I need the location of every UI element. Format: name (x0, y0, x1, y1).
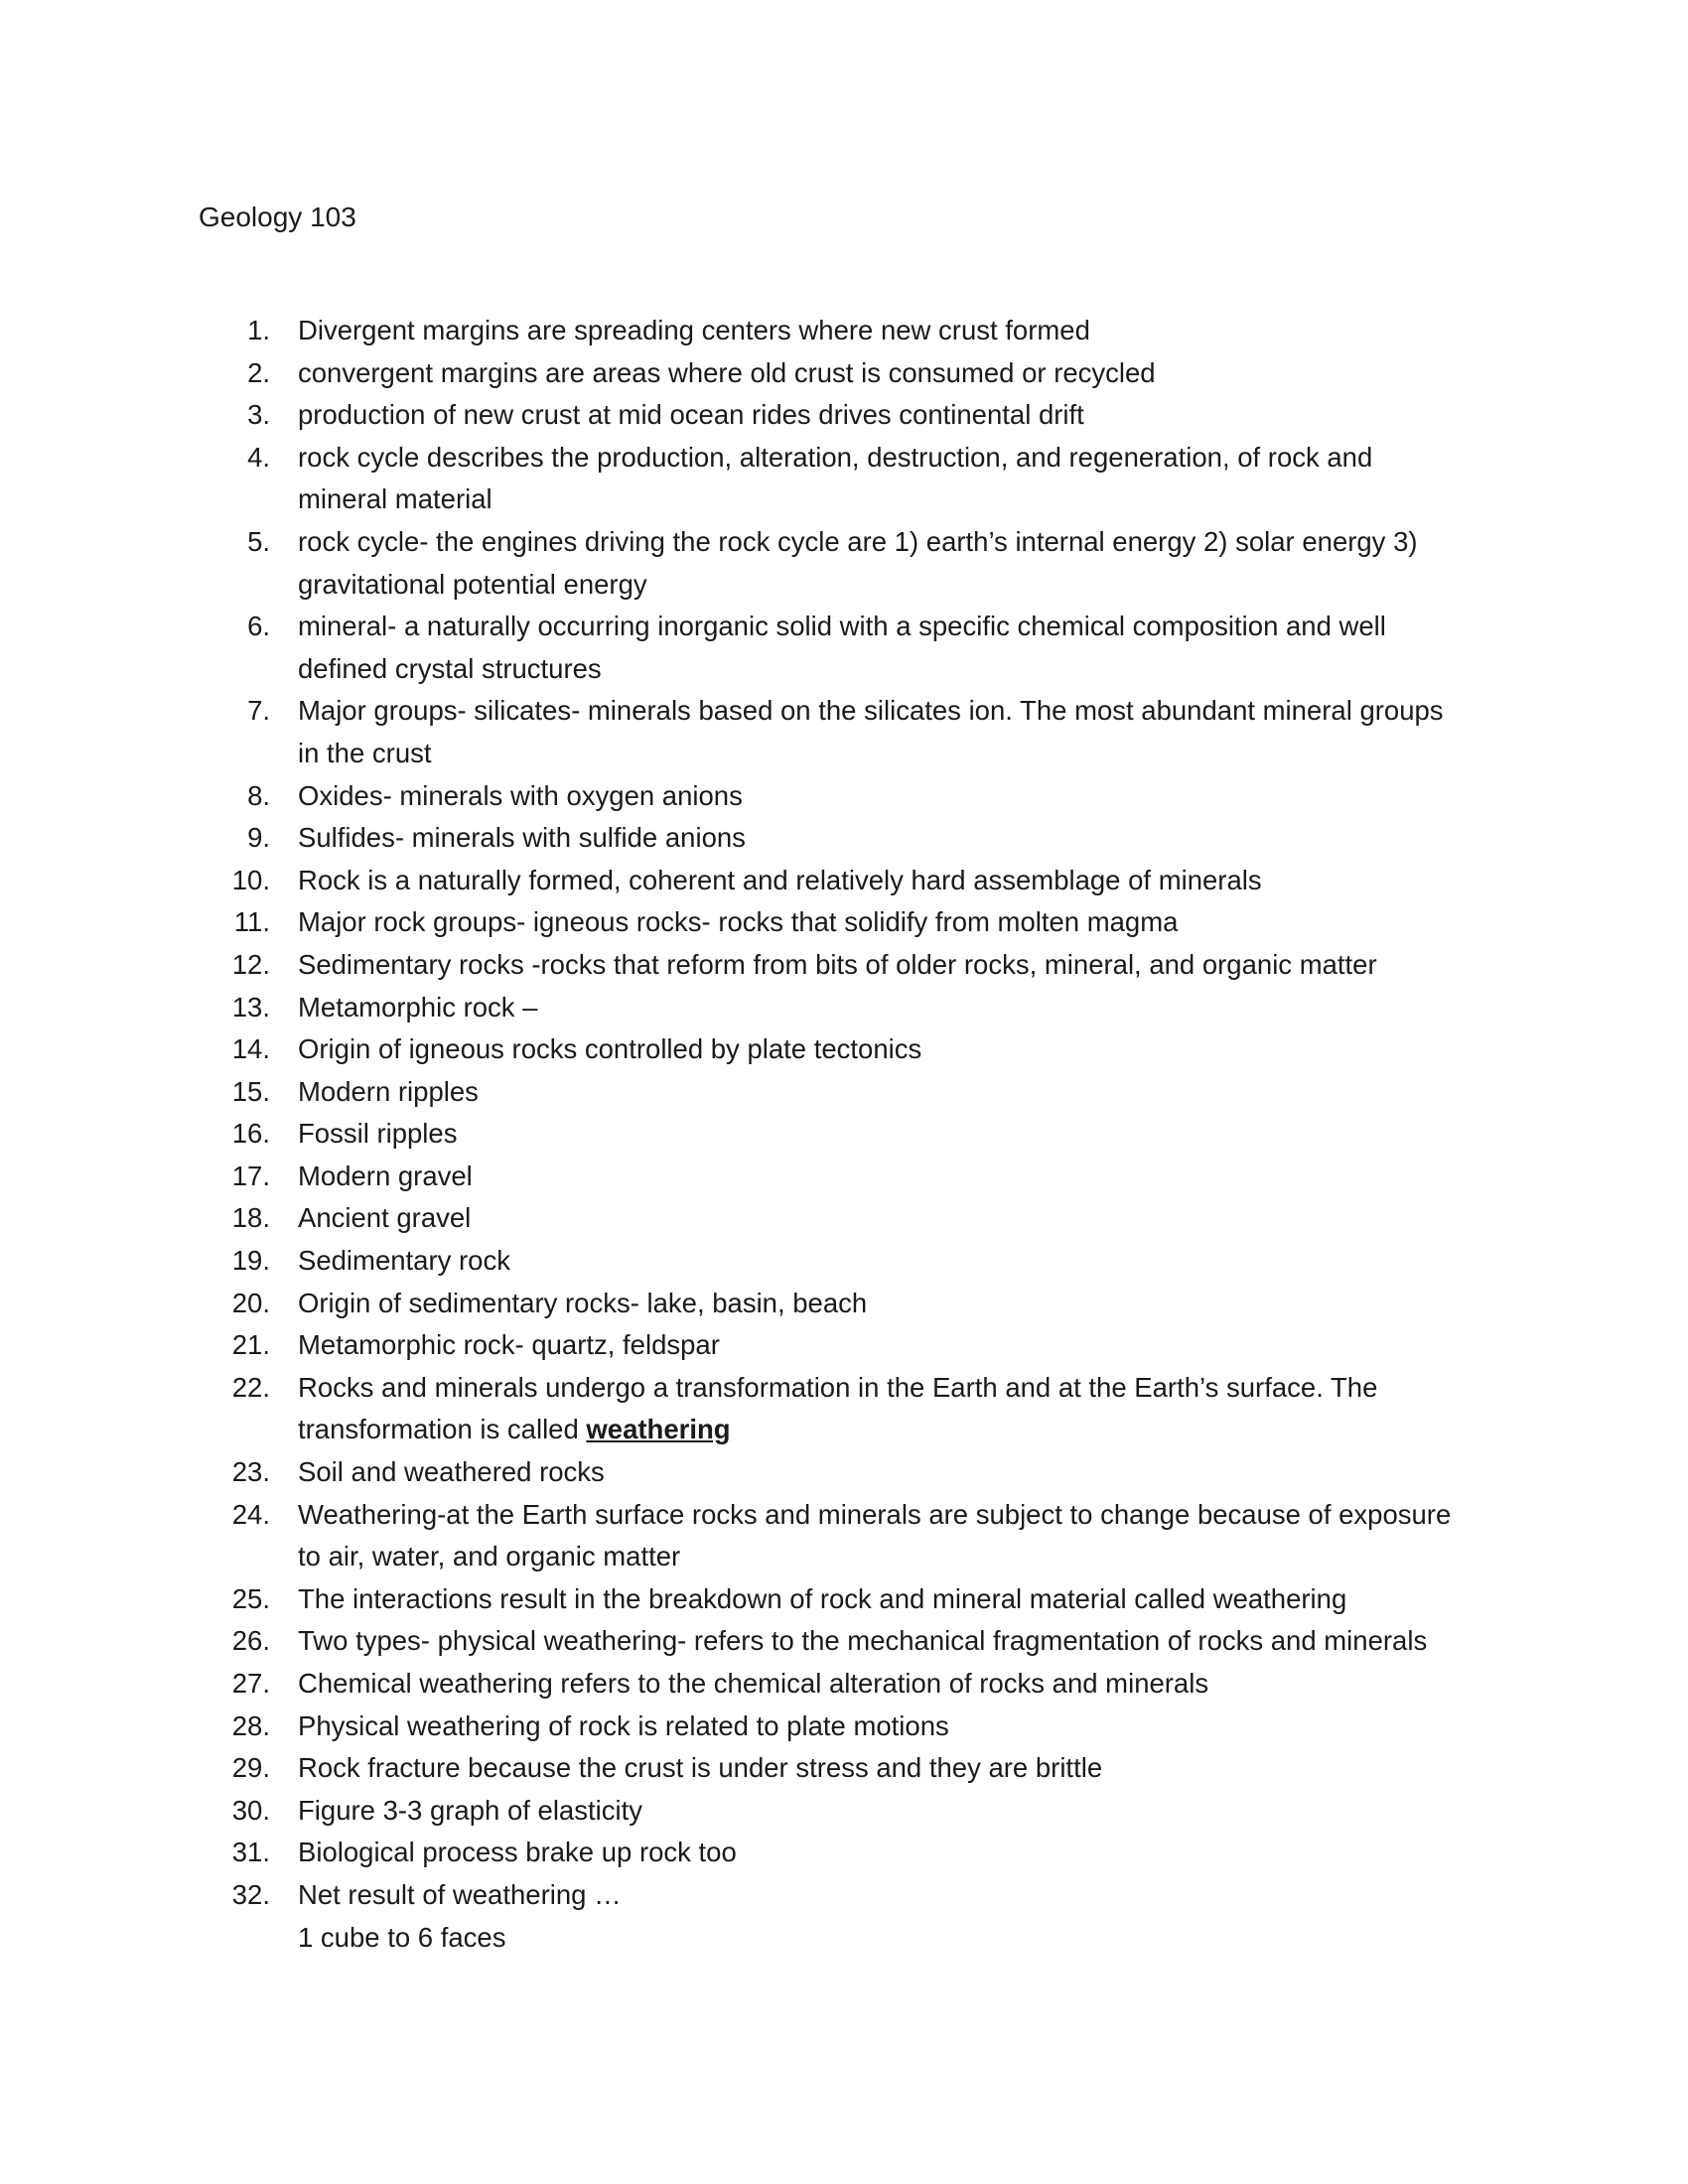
list-item-body: Sedimentary rocks -rocks that reform from bits of older rocks, mineral, and organic matter (298, 948, 1377, 980)
list-item-text (298, 1240, 1470, 1283)
list-item-body: Modern ripples (298, 1075, 479, 1107)
list-item-text (298, 1156, 1470, 1198)
list-item-body: Biological process brake up rock too (298, 1837, 737, 1868)
list-item-number-label: 8. (247, 779, 270, 811)
list-item-number-label: 27. (231, 1668, 270, 1699)
list-item-text (298, 1113, 1470, 1156)
list-item (0, 1663, 1688, 1706)
list-item-text (298, 1494, 1470, 1578)
list-item (0, 606, 1688, 690)
list-item-number-label: 31. (231, 1837, 270, 1868)
list-item (0, 901, 1688, 944)
list-item-text (298, 606, 1470, 690)
list-item (0, 437, 1688, 521)
list-item-text (298, 1790, 1470, 1833)
list-item-number-label: 24. (231, 1498, 270, 1530)
list-item-text (298, 1706, 1470, 1748)
list-item-number-label: 15. (231, 1075, 270, 1107)
list-item (0, 1113, 1688, 1156)
list-item (0, 775, 1688, 818)
list-item (0, 394, 1688, 437)
list-item (0, 1156, 1688, 1198)
list-item-body: Chemical weathering refers to the chemical alteration of rocks and minerals (298, 1668, 1209, 1699)
list-item (0, 1367, 1688, 1451)
list-item-emphasis: weathering (586, 1414, 731, 1445)
list-item-number-label: 7. (247, 695, 270, 727)
notes-list (0, 310, 1688, 1959)
list-item-body: Rock is a naturally formed, coherent and relatively hard assemblage of minerals (298, 864, 1262, 895)
list-item (0, 1324, 1688, 1367)
list-item-body: Ancient gravel (298, 1202, 472, 1234)
list-item-text (298, 1283, 1470, 1325)
list-item-text (298, 1832, 1470, 1874)
list-item-body: mineral- a naturally occurring inorganic solid with a specific chemical composition and well defined crystal structures (298, 611, 1386, 684)
list-item (0, 1494, 1688, 1578)
list-item-number-label: 14. (231, 1033, 270, 1065)
list-item-text (298, 1071, 1470, 1114)
list-item (0, 1874, 1688, 1959)
list-item-number-label: 3. (247, 399, 270, 431)
list-item-number-label: 21. (231, 1329, 270, 1361)
list-item-number-label: 19. (231, 1245, 270, 1277)
list-item-body: Origin of sedimentary rocks- lake, basin, beach (298, 1287, 868, 1318)
list-item-body: Net result of weathering … (298, 1878, 622, 1910)
list-item-number-label: 1. (247, 315, 270, 345)
list-item (0, 1028, 1688, 1071)
list-item-body: Fossil ripples (298, 1118, 458, 1150)
list-item-text (298, 394, 1470, 437)
list-item (0, 1706, 1688, 1748)
list-item-text (298, 860, 1470, 902)
list-item-body: Rocks and minerals undergo a transformation in the Earth and at the Earth’s surface. The transformation is called (298, 1371, 1378, 1445)
list-item (0, 1451, 1688, 1494)
list-item-text (298, 1367, 1470, 1451)
list-item-text (298, 944, 1470, 987)
list-item-body: Divergent margins are spreading centers where new crust formed (298, 315, 1090, 345)
list-item-number-label: 26. (231, 1625, 270, 1657)
list-item-body: Figure 3-3 graph of elasticity (298, 1794, 642, 1826)
list-item-text (298, 1028, 1470, 1071)
list-item (0, 521, 1688, 606)
list-item-number-label: 12. (231, 948, 270, 980)
list-item (0, 1240, 1688, 1283)
list-item-body: Physical weathering of rock is related to plate motions (298, 1709, 949, 1741)
list-item-body: Major rock groups- igneous rocks- rocks that solidify from molten magma (298, 906, 1179, 938)
list-item (0, 310, 1688, 352)
list-item-body: production of new crust at mid ocean rides drives continental drift (298, 399, 1084, 431)
list-item (0, 1620, 1688, 1663)
list-item-body: Soil and weathered rocks (298, 1456, 605, 1488)
list-item (0, 817, 1688, 860)
list-item-number-label: 25. (231, 1582, 270, 1614)
list-item (0, 944, 1688, 987)
list-item-text (298, 1747, 1470, 1790)
list-item-body: The interactions result in the breakdown of rock and mineral material called weathering (298, 1582, 1347, 1614)
list-item-number-label: 6. (247, 611, 270, 642)
list-item (0, 860, 1688, 902)
list-item-number-label: 5. (247, 525, 270, 557)
list-item-text (298, 901, 1470, 944)
list-item-text (298, 310, 1470, 352)
list-item-number-label: 22. (231, 1371, 270, 1403)
list-item-number-label: 10. (231, 864, 270, 895)
list-item-number-label: 23. (231, 1456, 270, 1488)
list-item (0, 1283, 1688, 1325)
list-item-body: Major groups- silicates- minerals based on the silicates ion. The most abundant mineral groups in the crust (298, 695, 1444, 768)
list-item (0, 1790, 1688, 1833)
list-item (0, 352, 1688, 395)
list-item (0, 1071, 1688, 1114)
list-item-text (298, 352, 1470, 395)
list-item (0, 1747, 1688, 1790)
list-item-text (298, 1324, 1470, 1367)
list-item-text (298, 987, 1470, 1029)
list-item-continuation: 1 cube to 6 faces (298, 1921, 506, 1953)
list-item-body: Sulfides- minerals with sulfide anions (298, 822, 746, 854)
list-item-body: Sedimentary rock (298, 1245, 510, 1277)
list-item-body: rock cycle- the engines driving the rock cycle are 1) earth’s internal energy 2) solar energy 3) gravitational potential energy (298, 525, 1418, 600)
list-item-number-label: 16. (231, 1118, 270, 1150)
list-item-body: convergent margins are areas where old crust is consumed or recycled (298, 356, 1156, 388)
list-item-number-label: 32. (231, 1878, 270, 1910)
list-item-number-label: 28. (231, 1709, 270, 1741)
list-item-body: Origin of igneous rocks controlled by plate tectonics (298, 1033, 922, 1065)
list-item-body: Oxides- minerals with oxygen anions (298, 779, 743, 811)
list-item-body: Metamorphic rock – (298, 991, 538, 1023)
list-item (0, 1578, 1688, 1621)
list-item-number-label: 13. (231, 991, 270, 1023)
list-item-number-label: 20. (231, 1287, 270, 1318)
list-item-number-label: 30. (231, 1794, 270, 1826)
list-item-body: rock cycle describes the production, alteration, destruction, and regeneration, of rock and mineral material (298, 441, 1373, 515)
list-item-body: Rock fracture because the crust is under stress and they are brittle (298, 1752, 1103, 1784)
list-item-text (298, 1578, 1470, 1621)
list-item-body: Weathering-at the Earth surface rocks and minerals are subject to change because of exposure to air, water, and organic matter (298, 1498, 1452, 1572)
list-item-number-label: 18. (231, 1202, 270, 1234)
document-title: Geology 103 (199, 202, 356, 232)
list-item-text (298, 817, 1470, 860)
list-item-text (298, 775, 1470, 818)
list-item-text (298, 690, 1470, 774)
list-item-body: Two types- physical weathering- refers to the mechanical fragmentation of rocks and minerals (298, 1625, 1428, 1657)
list-item (0, 690, 1688, 774)
list-item-text (298, 437, 1470, 521)
list-item-text (298, 1451, 1470, 1494)
list-item (0, 987, 1688, 1029)
list-item-text (298, 1620, 1470, 1663)
list-item-text (298, 1197, 1470, 1240)
list-item-number-label: 29. (231, 1752, 270, 1784)
list-item-text (298, 1874, 1470, 1917)
list-item-body: Metamorphic rock- quartz, feldspar (298, 1329, 720, 1361)
list-item-number-label: 11. (233, 906, 270, 938)
list-item-number-label: 17. (231, 1160, 270, 1191)
list-item-number-label: 9. (247, 822, 270, 854)
list-item-number-label: 2. (247, 356, 270, 388)
list-item-number-label: 4. (247, 441, 270, 473)
list-item (0, 1197, 1688, 1240)
list-item-text (298, 521, 1470, 606)
list-item (0, 1832, 1688, 1874)
list-item-text (298, 1663, 1470, 1706)
list-item-body: Modern gravel (298, 1160, 473, 1191)
